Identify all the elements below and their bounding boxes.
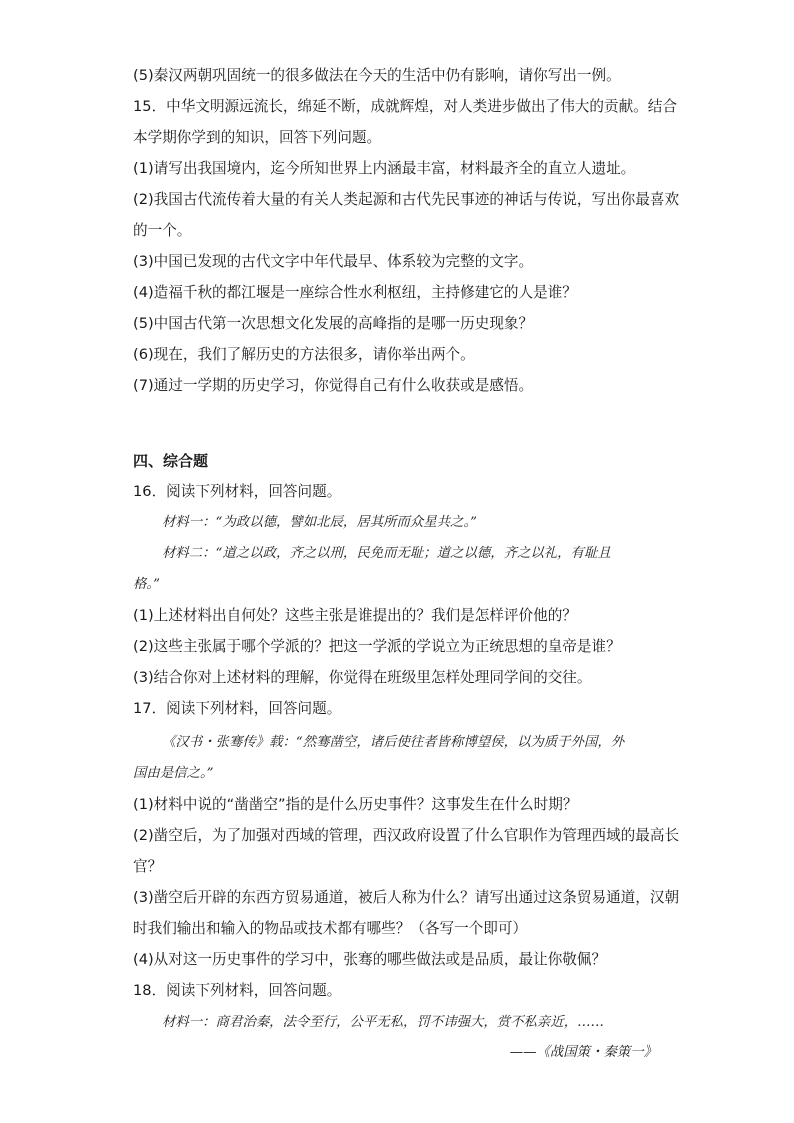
q18-material1-source: ——《战国策・秦策一》	[509, 1045, 657, 1060]
q17-sub2-line1: (2)凿空后，为了加强对西域的管理，西汉政府设置了什么官职作为管理西域的最高长	[133, 827, 680, 844]
q16-material1: 材料一：“为政以德，譬如北辰，居其所而众星共之。”	[162, 515, 477, 530]
q18-material1: 材料一：商君治秦，法令至行，公平无私，罚不讳强大，赏不私亲近，……	[162, 1015, 604, 1030]
q17-material-line2: 国由是信之。”	[133, 766, 214, 781]
q16-material2-line2: 格。”	[133, 577, 160, 592]
q15-sub1: (1)请写出我国境内，迄今所知世界上内涵最丰富，材料最齐全的直立人遗址。	[133, 160, 636, 177]
q14-sub5: (5)秦汉两朝巩固统一的很多做法在今天的生活中仍有影响，请你写出一例。	[133, 67, 621, 84]
q17-sub4: (4)从对这一历史事件的学习中，张骞的哪些做法或是品质，最让你敬佩？	[133, 951, 607, 968]
q15-sub4: (4)造福千秋的都江堰是一座综合性水利枢纽，主持修建它的人是谁？	[133, 284, 577, 301]
q16-sub2: (2)这些主张属于哪个学派的？把这一学派的学说立为正统思想的皇帝是谁？	[133, 638, 621, 655]
q17-sub1: (1)材料中说的“凿凿空”指的是什么历史事件？这事发生在什么时期？	[133, 796, 578, 813]
q17-sub3-line1: (3)凿空后开辟的东西方贸易通道，被后人称为什么？请写出通过这条贸易通道，汉朝	[133, 889, 680, 906]
q16-sub3: (3)结合你对上述材料的理解，你觉得在班级里怎样处理同学间的交往。	[133, 669, 592, 686]
q15-sub2-line2: 的一个。	[133, 222, 192, 239]
section-heading: 四、综合题	[133, 452, 209, 470]
q15-sub6: (6)现在，我们了解历史的方法很多，请你举出两个。	[133, 346, 475, 363]
q15-sub3: (3)中国已发现的古代文字中年代最早、体系较为完整的文字。	[133, 253, 534, 270]
q17-stem: 17．阅读下列材料，回答问题。	[133, 700, 342, 717]
q17-sub2-line2: 官？	[133, 858, 163, 875]
q17-material-line1: 《汉书・张骞传》载：“然骞凿空，诸后使往者皆称博望侯，以为质于外国，外	[162, 735, 625, 750]
q16-stem: 16．阅读下列材料，回答问题。	[133, 483, 342, 500]
q15-sub7: (7)通过一学期的历史学习，你觉得自己有什么收获或是感悟。	[133, 377, 534, 394]
q18-stem: 18．阅读下列材料，回答问题。	[133, 982, 342, 999]
q16-sub1: (1)上述材料出自何处？这些主张是谁提出的？我们是怎样评价他的？	[133, 607, 577, 624]
q16-material2-line1: 材料二：“道之以政，齐之以刑，民免而无耻；道之以德，齐之以礼，有耻且	[162, 546, 611, 561]
q15-sub5: (5)中国古代第一次思想文化发展的高峰指的是哪一历史现象？	[133, 315, 534, 332]
q17-sub3-line2: 时我们输出和输入的物品或技术都有哪些？（各写一个即可）	[133, 920, 528, 937]
q15-sub2-line1: (2)我国古代流传着大量的有关人类起源和古代先民事迹的神话与传说，写出你最喜欢	[133, 191, 680, 208]
q15-stem-line2: 本学期你学到的知识，回答下列问题。	[133, 129, 382, 146]
q15-stem-line1: 15．中华文明源远流长，绵延不断，成就辉煌，对人类进步做出了伟大的贡献。结合	[133, 98, 677, 115]
